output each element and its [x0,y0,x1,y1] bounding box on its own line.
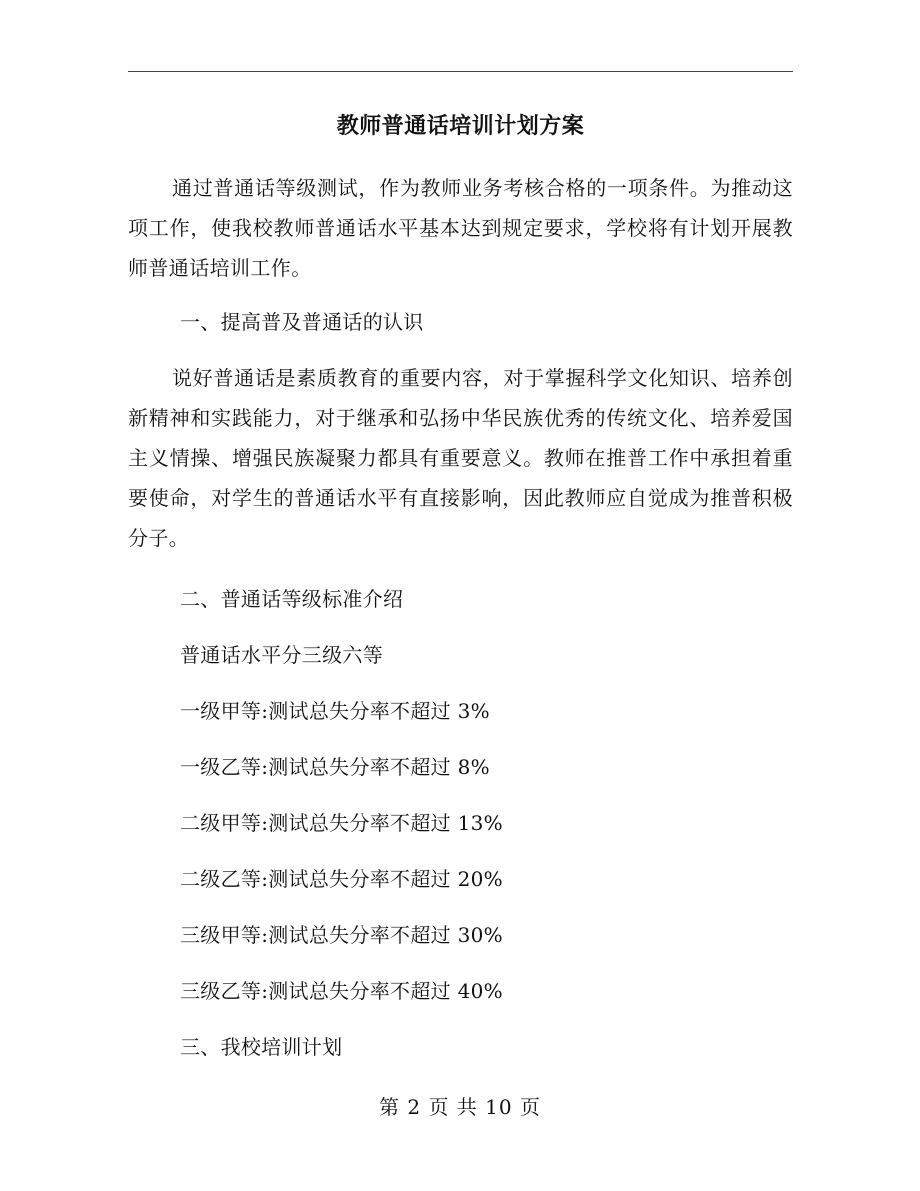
level-item: 三级乙等:测试总失分率不超过 40% [180,979,503,1003]
header-rule [128,71,793,72]
section-1-paragraph: 说好普通话是素质教育的重要内容，对于掌握科学文化知识、培养创新精神和实践能力，对于继承和弘扬中华民族优秀的传统文化、培养爱国主义情操、增强民族凝聚力都具有重要意义。教师在推普工作中承担着重要使命，对学生的普通话水平有直接影响，因此教师应自觉成为推普积极分子。 [128,366,793,550]
section-heading-1: 一、提高普及普通话的认识 [180,310,424,334]
section-heading-3: 三、我校培训计划 [180,1035,343,1059]
section-heading-2: 二、普通话等级标准介绍 [180,587,404,611]
intro-paragraph: 通过普通话等级测试，作为教师业务考核合格的一项条件。为推动这项工作，使我校教师普通话水平基本达到规定要求，学校将有计划开展教师普通话培训工作。 [128,176,793,280]
document-title: 教师普通话培训计划方案 [336,113,585,139]
level-item: 一级甲等:测试总失分率不超过 3% [180,699,490,723]
level-item: 二级甲等:测试总失分率不超过 13% [180,811,503,835]
level-item: 二级乙等:测试总失分率不超过 20% [180,867,503,891]
levels-intro: 普通话水平分三级六等 [180,643,383,667]
page-number-footer: 第 2 页 共 10 页 [379,1095,541,1119]
level-item: 一级乙等:测试总失分率不超过 8% [180,755,490,779]
level-item: 三级甲等:测试总失分率不超过 30% [180,923,503,947]
